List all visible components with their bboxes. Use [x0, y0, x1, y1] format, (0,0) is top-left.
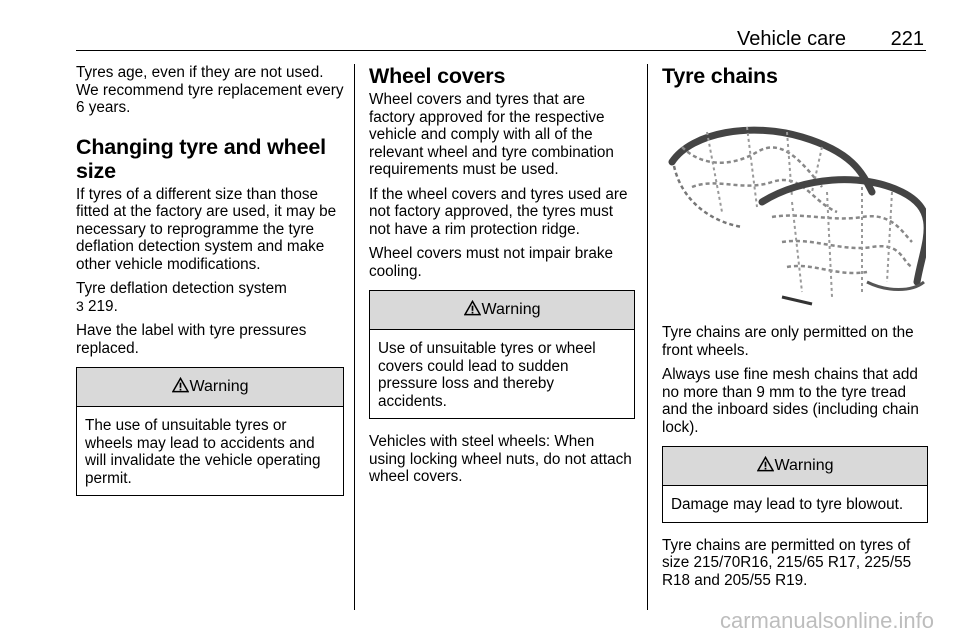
warning-text: Damage may lead to tyre blowout.	[671, 496, 904, 513]
heading-changing-tyre-size: Changing tyre and wheel size	[76, 134, 326, 183]
paragraph-text: Tyre deflation detection system	[76, 280, 287, 297]
column-divider	[354, 64, 355, 610]
warning-triangle-icon	[464, 300, 481, 316]
paragraph: Tyre chains are permitted on tyres of size 215/70R16, 215/65 R17, 225/55 R18 and 205/55 R19.	[662, 536, 912, 589]
warning-header	[663, 447, 927, 486]
paragraph: If tyres of a different size than those fitted at the factory are used, it may be necessary to reprogramme the tyre deflation detection system and make other vehicle modifications.	[76, 185, 337, 273]
cross-reference-link[interactable]	[76, 298, 118, 315]
warning-box	[662, 446, 928, 523]
page-number: 221	[890, 28, 924, 50]
cross-reference-paragraph	[76, 280, 344, 315]
column-3	[662, 64, 928, 596]
paragraph: Vehicles with steel wheels: When using locking wheel nuts, do not attach wheel covers.	[369, 433, 632, 485]
heading-wheel-covers: Wheel covers	[369, 64, 506, 88]
warning-header	[77, 368, 343, 407]
warning-label: Warning	[189, 378, 249, 395]
warning-triangle-icon	[172, 377, 189, 393]
warning-header	[370, 291, 634, 330]
warning-box	[369, 290, 635, 419]
column-1	[76, 64, 344, 510]
page-reference: 219.	[88, 297, 118, 315]
warning-text: The use of unsuitable tyres or wheels may lead to accidents and will invalidate the vehicle operating permit.	[85, 417, 321, 487]
watermark: carmanualsonline.info	[719, 608, 934, 633]
paragraph: Wheel covers must not impair brake cooling.	[369, 245, 613, 280]
warning-triangle-icon	[757, 456, 774, 472]
paragraph: If the wheel covers and tyres used are not factory approved, the tyres must not have a rim protection ridge.	[369, 185, 628, 238]
warning-label: Warning	[481, 301, 541, 318]
paragraph: Always use fine mesh chains that add no more than 9 mm to the tyre tread and the inboard sides (including chain lock).	[662, 366, 919, 436]
paragraph: Have the label with tyre pressures replaced.	[76, 322, 307, 357]
section-title: Vehicle care	[737, 28, 846, 50]
paragraph: Wheel covers and tyres that are factory approved for the respective vehicle and comply with all of the relevant wheel and tyre combination requirements must be used.	[369, 91, 614, 178]
page-header	[76, 26, 926, 51]
intro-paragraph: Tyres age, even if they are not used. We recommend tyre replacement every 6 years.	[76, 64, 344, 116]
column-2	[369, 64, 635, 493]
tyre-chain-illustration	[662, 92, 926, 314]
warning-label: Warning	[774, 457, 834, 474]
warning-text: Use of unsuitable tyres or wheel covers could lead to sudden pressure loss and thereby accidents.	[378, 340, 596, 410]
heading-tyre-chains: Tyre chains	[662, 64, 778, 88]
paragraph: Tyre chains are only permitted on the front wheels.	[662, 324, 914, 359]
arrow-right-icon: 3	[76, 297, 84, 314]
column-divider	[647, 64, 648, 610]
warning-box	[76, 367, 344, 496]
